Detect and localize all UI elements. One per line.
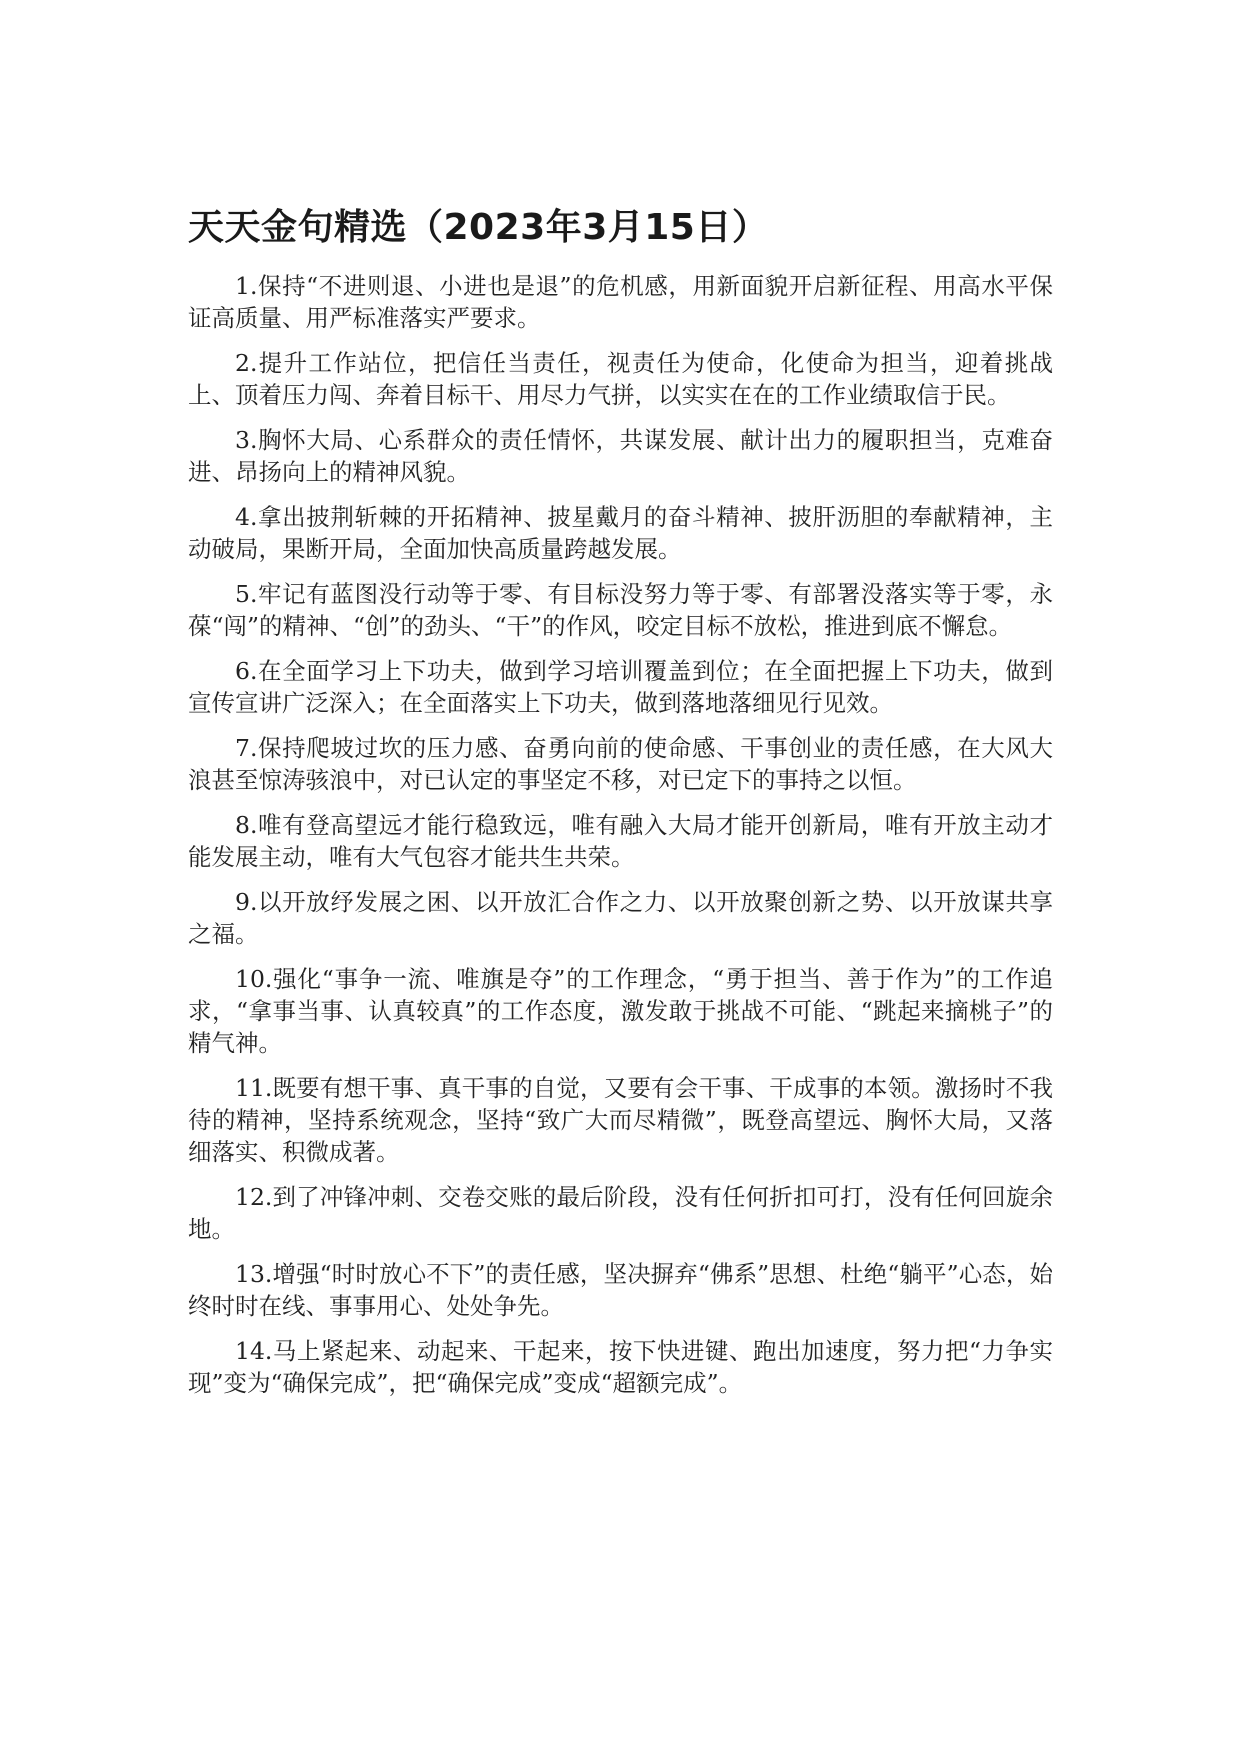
quote-paragraph-7: 7.保持爬坡过坎的压力感、奋勇向前的使命感、干事创业的责任感，在大风大浪甚至惊涛骇浪中，对已认定的事坚定不移，对已定下的事持之以恒。 xyxy=(188,734,1053,794)
quote-paragraph-6: 6.在全面学习上下功夫，做到学习培训覆盖到位；在全面把握上下功夫，做到宣传宣讲广泛深入；在全面落实上下功夫，做到落地落细见行见效。 xyxy=(188,657,1053,717)
quote-paragraph-3: 3.胸怀大局、心系群众的责任情怀，共谋发展、献计出力的履职担当，克难奋进、昂扬向上的精神风貌。 xyxy=(188,426,1053,486)
quote-paragraph-2: 2.提升工作站位，把信任当责任，视责任为使命，化使命为担当，迎着挑战上、顶着压力闯、奔着目标干、用尽力气拼，以实实在在的工作业绩取信于民。 xyxy=(188,349,1053,409)
quote-paragraph-10: 10.强化“事争一流、唯旗是夺”的工作理念，“勇于担当、善于作为”的工作追求，“拿事当事、认真较真”的工作态度，激发敢于挑战不可能、“跳起来摘桃子”的精气神。 xyxy=(188,965,1053,1057)
quote-paragraph-14: 14.马上紧起来、动起来、干起来，按下快进键、跑出加速度，努力把“力争实现”变为“确保完成”，把“确保完成”变成“超额完成”。 xyxy=(188,1337,1053,1397)
document-body xyxy=(188,270,1053,1412)
quote-paragraph-11: 11.既要有想干事、真干事的自觉，又要有会干事、干成事的本领。激扬时不我待的精神，坚持系统观念，坚持“致广大而尽精微”，既登高望远、胸怀大局，又落细落实、积微成著。 xyxy=(188,1074,1053,1166)
quote-paragraph-9: 9.以开放纾发展之困、以开放汇合作之力、以开放聚创新之势、以开放谋共享之福。 xyxy=(188,888,1053,948)
document-title: 天天金句精选（2023年3月15日） xyxy=(188,207,769,248)
quote-paragraph-8: 8.唯有登高望远才能行稳致远，唯有融入大局才能开创新局，唯有开放主动才能发展主动，唯有大气包容才能共生共荣。 xyxy=(188,811,1053,871)
quote-paragraph-13: 13.增强“时时放心不下”的责任感，坚决摒弃“佛系”思想、杜绝“躺平”心态，始终时时在线、事事用心、处处争先。 xyxy=(188,1260,1053,1320)
quote-paragraph-1: 1.保持“不进则退、小进也是退”的危机感，用新面貌开启新征程、用高水平保证高质量、用严标准落实严要求。 xyxy=(188,272,1053,332)
quote-paragraph-12: 12.到了冲锋冲刺、交卷交账的最后阶段，没有任何折扣可打，没有任何回旋余地。 xyxy=(188,1183,1053,1243)
quote-paragraph-4: 4.拿出披荆斩棘的开拓精神、披星戴月的奋斗精神、披肝沥胆的奉献精神，主动破局，果断开局，全面加快高质量跨越发展。 xyxy=(188,503,1053,563)
quote-paragraph-5: 5.牢记有蓝图没行动等于零、有目标没努力等于零、有部署没落实等于零，永葆“闯”的精神、“创”的劲头、“干”的作风，咬定目标不放松，推进到底不懈怠。 xyxy=(188,580,1053,640)
